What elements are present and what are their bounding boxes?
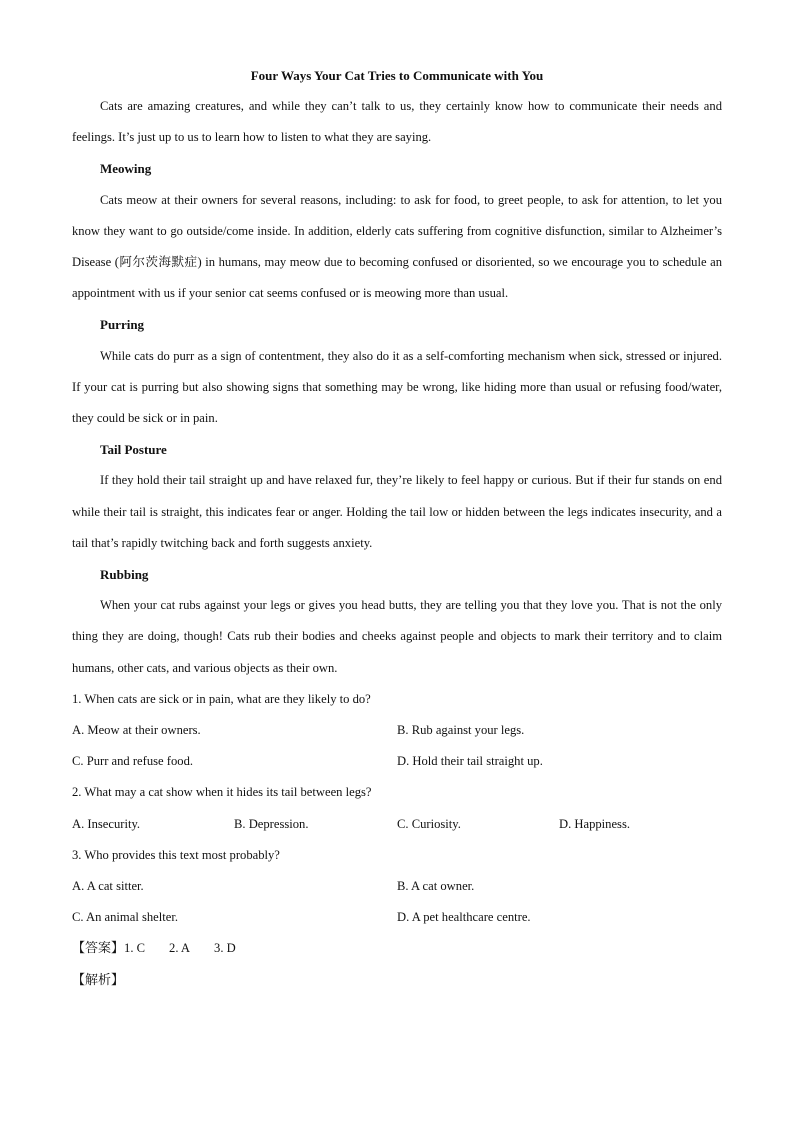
question-2-stem: 2. What may a cat show when it hides its tail between legs?	[72, 785, 372, 800]
question-3-option-a: A. A cat sitter.	[72, 879, 144, 894]
question-3-option-b: B. A cat owner.	[397, 879, 475, 894]
question-3-stem: 3. Who provides this text most probably?	[72, 847, 280, 862]
analysis-line	[72, 965, 722, 996]
question-1-option-c: C. Purr and refuse food.	[72, 754, 194, 769]
answer-2: 2. A	[169, 941, 191, 956]
question-1-option-a: A. Meow at their owners.	[72, 723, 201, 738]
section-heading-purring: Purring	[100, 317, 145, 333]
document-page	[72, 60, 722, 996]
page-title: Four Ways Your Cat Tries to Communicate with You	[250, 68, 544, 83]
answer-line	[72, 933, 722, 964]
question-3-option-c: C. An animal shelter.	[72, 910, 178, 925]
question-1-options-row-1	[72, 715, 722, 746]
section-heading-tail-posture: Tail Posture	[100, 442, 167, 458]
answer-1: 1. C	[124, 941, 146, 956]
question-3-options-row-2	[72, 902, 722, 933]
question-1-stem: 1. When cats are sick or in pain, what are they likely to do?	[72, 691, 371, 706]
section-text-rubbing: When your cat rubs against your legs or gives you head butts, they are telling you that they love you. That is not the only thing they are doing, though! Cats rub their bodies and cheeks against people and objects to mark their territory and to claim humans, other cats, and various objects as their own.	[72, 598, 722, 675]
intro-paragraph: Cats are amazing creatures, and while they can’t talk to us, they certainly know how to communicate their needs and feelings. It’s just up to us to learn how to listen to what they are saying.	[72, 99, 722, 145]
section-heading-meowing: Meowing	[100, 161, 152, 177]
question-2-option-d: D. Happiness.	[559, 816, 631, 831]
question-2-options-row	[72, 809, 722, 840]
answer-label: 【答案】	[72, 941, 125, 957]
question-2-option-b: B. Depression.	[234, 816, 309, 831]
question-1-option-d: D. Hold their tail straight up.	[397, 754, 543, 769]
section-text-purring: While cats do purr as a sign of contentment, they also do it as a self-comforting mechanism when sick, stressed or injured. If your cat is purring but also showing signs that something may be wrong, like hiding more than usual or refusing food/water, they could be sick or in pain.	[72, 348, 722, 426]
question-3-options-row-1	[72, 871, 722, 902]
answer-3: 3. D	[214, 941, 236, 956]
question-1-options-row-2	[72, 746, 722, 777]
section-text-meowing: Cats meow at their owners for several reasons, including: to ask for food, to greet people, to ask for attention, to let you know they want to go outside/come inside. In addition, elderly cats suffering from cognitive disfunction, similar to Alzheimer’s Disease (阿尔茨海默症) in humans, may meow due to becoming confused or disoriented, so we encourage you to schedule an appointment with us if your senior cat seems confused or is meowing more than usual.	[72, 192, 722, 301]
question-2-option-c: C. Curiosity.	[397, 816, 461, 831]
section-heading-rubbing: Rubbing	[100, 567, 149, 583]
question-3-option-d: D. A pet healthcare centre.	[397, 910, 531, 925]
section-text-tail-posture: If they hold their tail straight up and have relaxed fur, they’re likely to feel happy or curious. But if their fur stands on end while their tail is straight, this indicates fear or anger. Holding the tail low or hidden between the legs indicates insecurity, and a tail that’s rapidly twitching back and forth suggests anxiety.	[72, 473, 722, 550]
question-1-option-b: B. Rub against your legs.	[397, 723, 525, 738]
question-2-option-a: A. Insecurity.	[72, 816, 141, 831]
analysis-label: 【解析】	[72, 972, 125, 988]
